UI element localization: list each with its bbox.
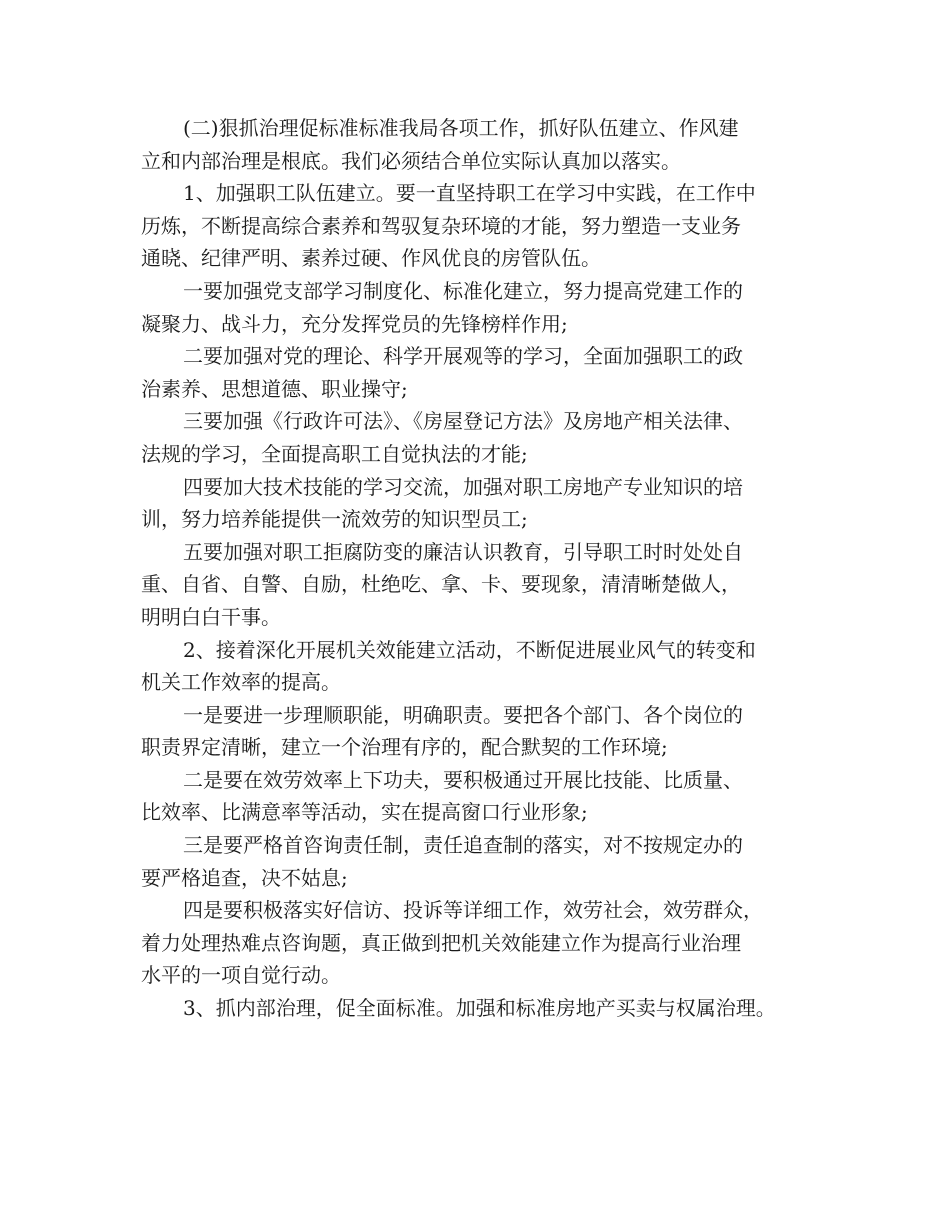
text-line: 2、接着深化开展机关效能建立活动，不断促进展业风气的转变和: [183, 637, 756, 662]
paragraph: [141, 894, 831, 992]
text-line: 训，努力培养能提供一流效劳的知识型员工;: [141, 507, 528, 532]
text-line: 一要加强党支部学习制度化、标准化建立，努力提高党建工作的: [183, 278, 743, 303]
text-line: 机关工作效率的提高。: [141, 670, 341, 695]
text-line: 明明白白干事。: [141, 604, 281, 629]
text-line: 立和内部治理是根底。我们必须结合单位实际认真加以落实。: [141, 148, 681, 173]
text-line: 1、加强职工队伍建立。要一直坚持职工在学习中实践，在工作中: [183, 181, 756, 206]
paragraph: [141, 340, 831, 405]
paragraph: [141, 405, 831, 470]
paragraph: [141, 764, 831, 829]
paragraph: [141, 112, 831, 177]
paragraph: [141, 634, 831, 699]
text-line: 重、自省、自警、自励，杜绝吃、拿、卡、要现象，清清晰楚做人，: [141, 572, 741, 597]
text-line: 3、抓内部治理，促全面标准。加强和标准房地产买卖与权属治理。: [183, 996, 776, 1021]
paragraph: [141, 536, 831, 634]
text-line: 要严格追查，决不姑息;: [141, 865, 348, 890]
text-line: 五要加强对职工拒腐防变的廉洁认识教育，引导职工时时处处自: [183, 539, 743, 564]
text-line: 三是要严格首咨询责任制，责任追查制的落实，对不按规定办的: [183, 833, 743, 858]
text-line: 通晓、纪律严明、素养过硬、作风优良的房管队伍。: [141, 246, 601, 271]
paragraph: [141, 177, 831, 275]
text-line: 二是要在效劳效率上下功夫，要积极通过开展比技能、比质量、: [183, 767, 743, 792]
text-line: 四要加大技术技能的学习交流，加强对职工房地产专业知识的培: [183, 474, 743, 499]
text-line: 一是要进一步理顺职能，明确职责。要把各个部门、各个岗位的: [183, 702, 743, 727]
text-line: 职责界定清晰，建立一个治理有序的，配合默契的工作环境;: [141, 735, 668, 760]
text-line: 凝聚力、战斗力，充分发挥党员的先锋榜样作用;: [141, 311, 568, 336]
text-line: 三要加强《行政许可法》、《房屋登记方法》及房地产相关法律、: [183, 409, 743, 434]
paragraph: [141, 992, 831, 1025]
text-line: 比效率、比满意率等活动，实在提高窗口行业形象;: [141, 800, 588, 825]
paragraph: [141, 471, 831, 536]
text-line: 法规的学习，全面提高职工自觉执法的才能;: [141, 441, 528, 466]
text-line: 治素养、思想道德、职业操守;: [141, 376, 408, 401]
text-line: 历炼，不断提高综合素养和驾驭复杂环境的才能，努力塑造一支业务: [141, 213, 741, 238]
paragraph: [141, 699, 831, 764]
text-line: 着力处理热难点咨询题，真正做到把机关效能建立作为提高行业治理: [141, 930, 741, 955]
text-line: 二要加强对党的理论、科学开展观等的学习，全面加强职工的政: [183, 344, 743, 369]
paragraph: [141, 829, 831, 894]
paragraph: [141, 275, 831, 340]
text-line: 四是要积极落实好信访、投诉等详细工作，效劳社会，效劳群众，: [183, 898, 763, 923]
document-body: [141, 112, 831, 1025]
text-line: (二)狠抓治理促标准标准我局各项工作，抓好队伍建立、作风建: [183, 116, 739, 140]
text-line: 水平的一项自觉行动。: [141, 963, 341, 988]
